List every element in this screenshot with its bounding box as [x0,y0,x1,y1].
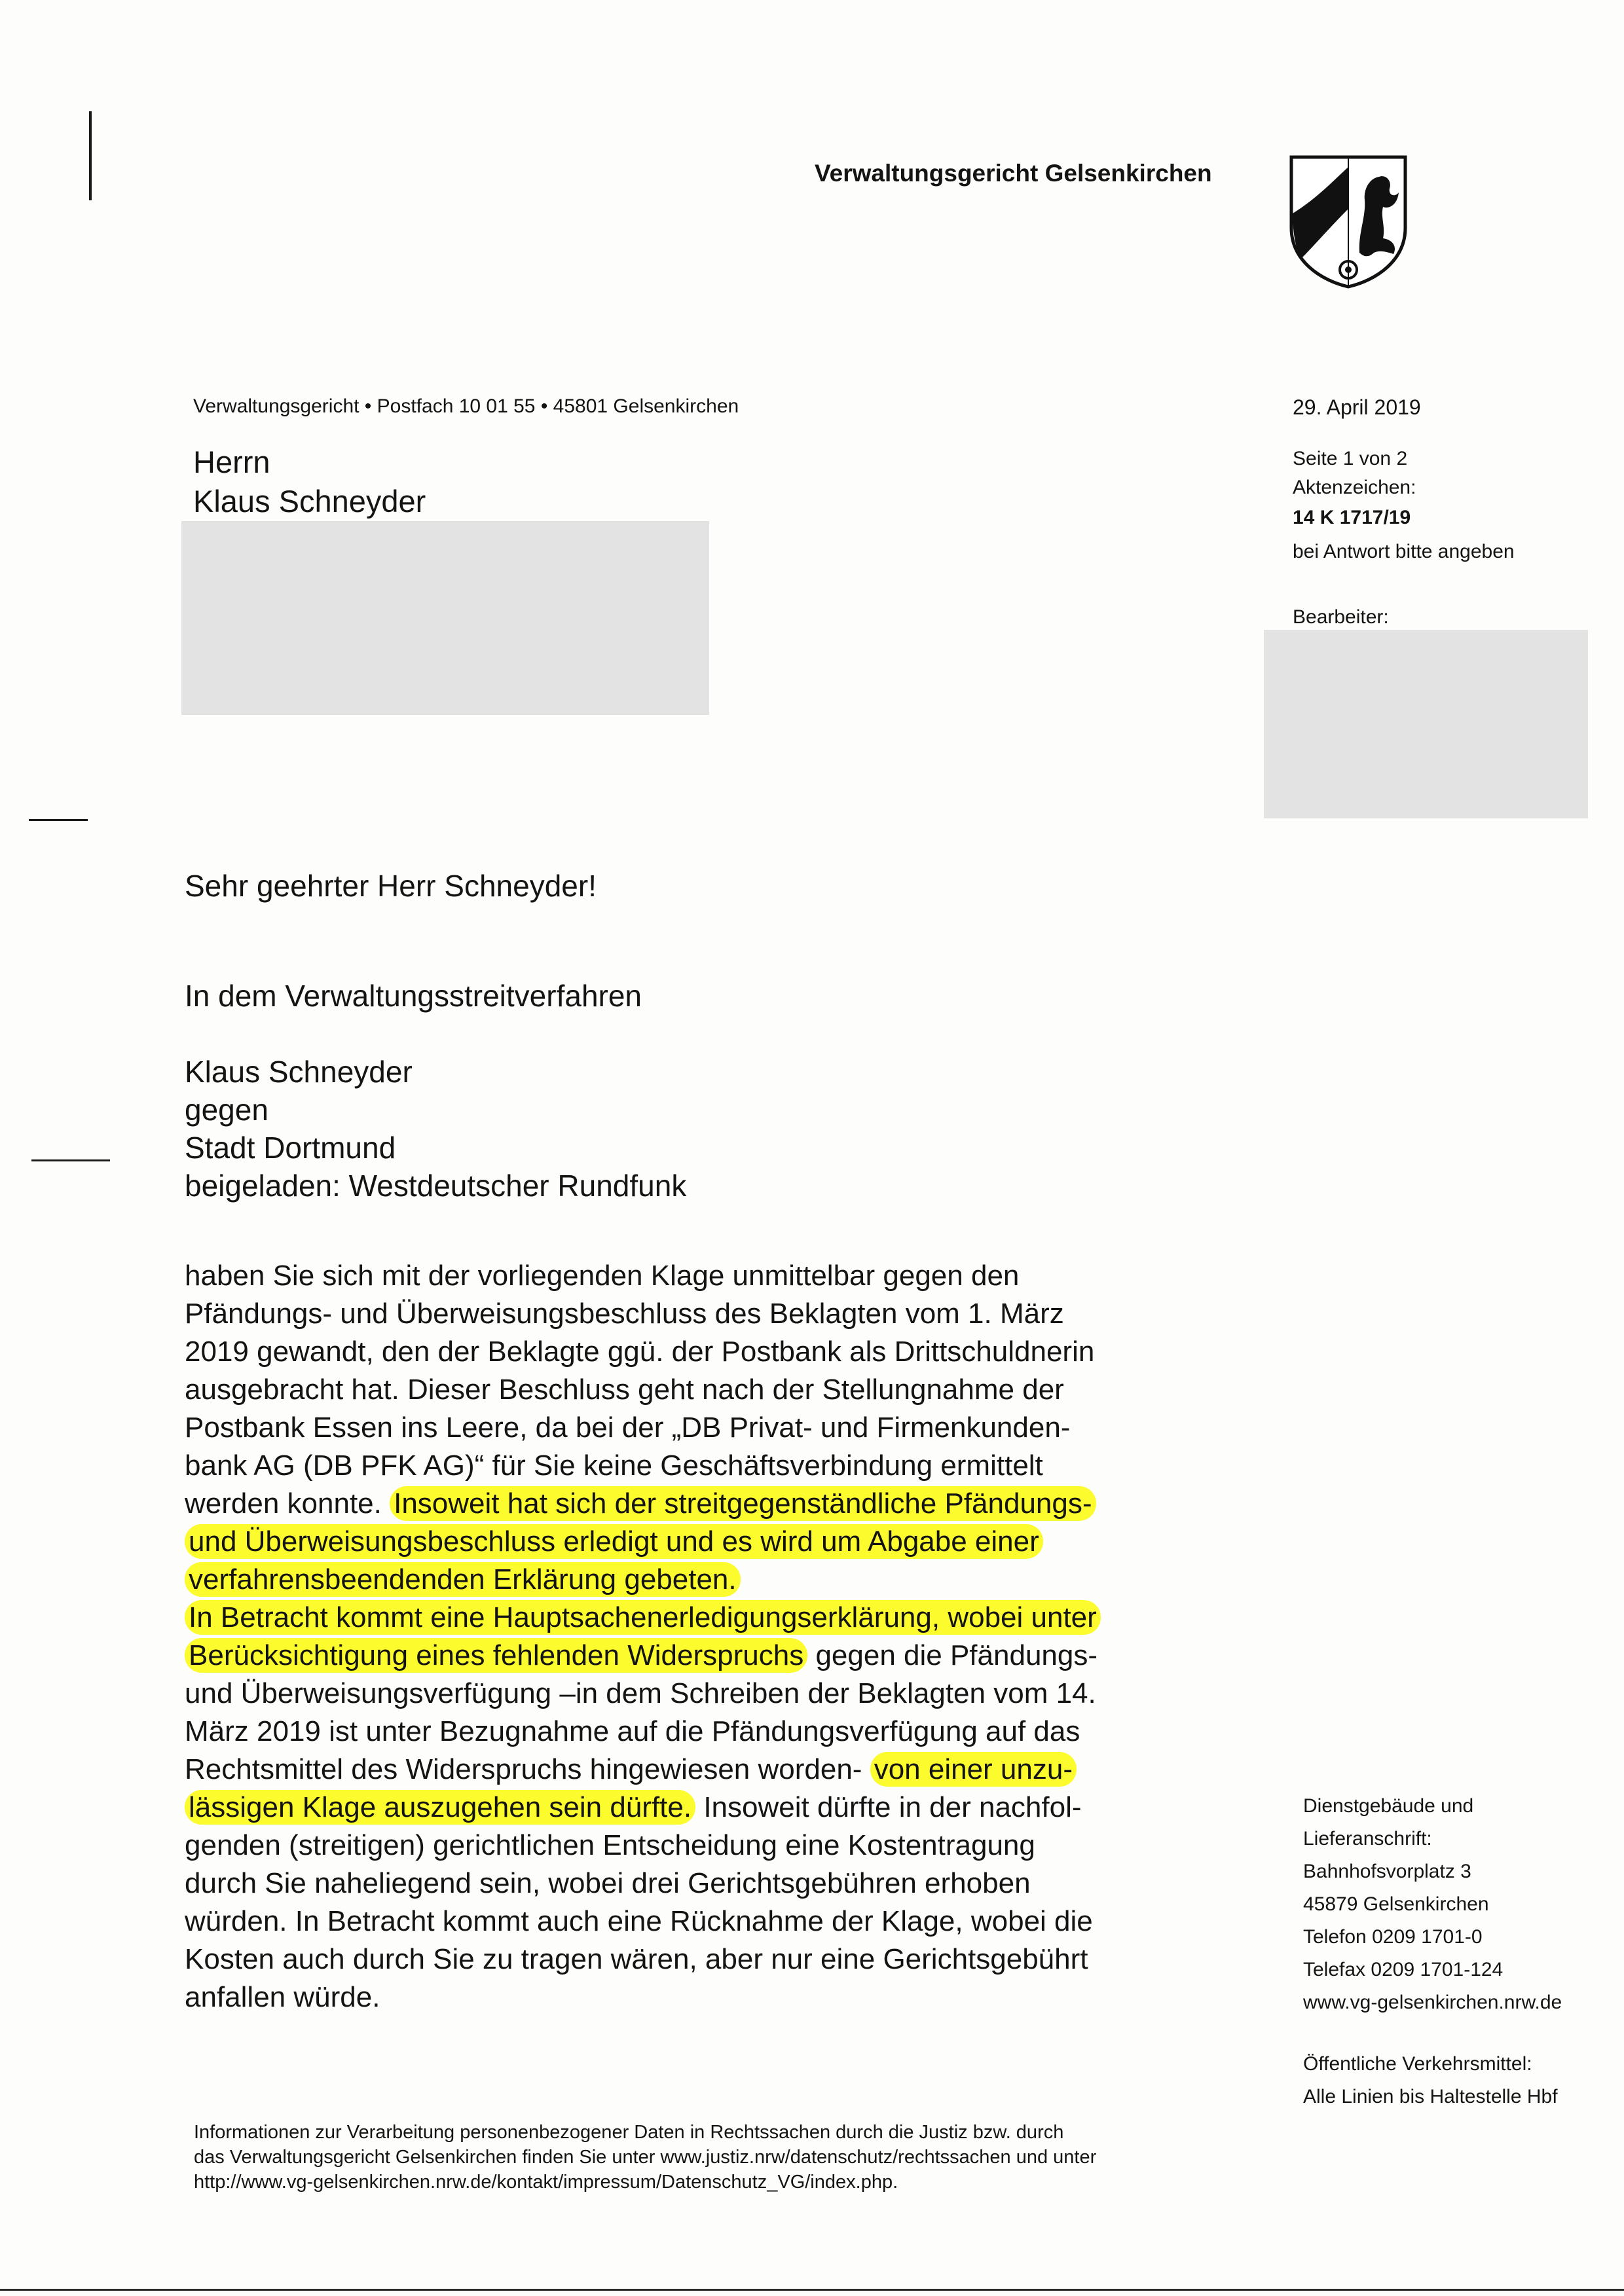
fold-mark-bottom [31,1159,110,1161]
body-line: Postbank Essen ins Leere, da bei der „DB Privat- und Firmenkunden- [185,1412,1071,1444]
footer-line: http://www.vg-gelsenkirchen.nrw.de/kontakt/impressum/Datenschutz_VG/index.php. [194,2172,898,2193]
office-line: 45879 Gelsenkirchen [1303,1893,1489,1915]
nrw-coat-of-arms-icon [1287,155,1409,289]
body-line [185,1789,1246,1827]
highlighted-text: von einer unzu- [870,1752,1077,1787]
body-line: haben Sie sich mit der vorliegenden Klage unmittelbar gegen den [185,1260,1020,1292]
body-line: würden. In Betracht kommt auch eine Rücknahme der Klage, wobei die [185,1905,1093,1937]
office-fax: Telefax 0209 1701-124 [1303,1959,1504,1980]
letter-body [185,1257,1246,2016]
body-line [185,1637,1246,1675]
body-line [185,1561,1246,1599]
body-text-segment: gegen die Pfändungs- [815,1639,1098,1671]
body-text-segment: werden konnte. [185,1487,382,1520]
transit-info [1303,2048,1558,2113]
body-line [185,1523,1246,1561]
recipient-address [193,443,426,521]
highlighted-text: lässigen Klage auszugehen sein dürfte. [185,1790,695,1825]
party-defendant: Stadt Dortmund [185,1131,396,1165]
court-name: Verwaltungsgericht Gelsenkirchen [815,160,1212,187]
file-reference: 14 K 1717/19 [1293,507,1411,528]
body-line: Kosten auch durch Sie zu tragen wären, aber nur eine Gerichtsgebührt [185,1943,1088,1975]
highlighted-text: Insoweit hat sich der streitgegenständliche Pfändungs- [390,1486,1096,1521]
party-plaintiff: Klaus Schneyder [185,1055,413,1089]
highlighted-text: verfahrensbeendenden Erklärung gebeten. [185,1562,741,1597]
footer-line: Informationen zur Verarbeitung personenbezogener Daten in Rechtssachen durch die Justiz bzw. durch [194,2122,1064,2143]
clerk-label: Bearbeiter: [1293,606,1389,628]
body-line [185,1751,1246,1789]
body-line: durch Sie naheliegend sein, wobei drei Gerichtsgebühren erhoben [185,1867,1031,1899]
letter-date: 29. April 2019 [1293,395,1421,419]
recipient-salutation: Herrn [193,445,270,479]
return-address: Verwaltungsgericht • Postfach 10 01 55 • 45801 Gelsenkirchen [193,395,739,417]
body-line: ausgebracht hat. Dieser Beschluss geht nach der Stellungnahme der [185,1374,1064,1406]
footer-line: das Verwaltungsgericht Gelsenkirchen finden Sie unter www.justiz.nrw/datenschutz/rechtssachen und unter [194,2147,1097,2168]
highlighted-text: und Überweisungsbeschluss erledigt und es wird um Abgabe einer [185,1524,1043,1559]
office-address [1303,1790,1562,2019]
redacted-clerk-block [1264,630,1588,818]
office-line: Bahnhofsvorplatz 3 [1303,1861,1471,1882]
letter-salutation: Sehr geehrter Herr Schneyder! [185,869,597,903]
fold-mark-top [29,819,88,821]
office-line: Lieferanschrift: [1303,1828,1432,1850]
transit-label: Öffentliche Verkehrsmittel: [1303,2053,1532,2075]
body-line: genden (streitigen) gerichtlichen Entscheidung eine Kostentragung [185,1829,1035,1861]
office-website: www.vg-gelsenkirchen.nrw.de [1303,1992,1562,2013]
recipient-name: Klaus Schneyder [193,484,426,519]
body-line: bank AG (DB PFK AG)“ für Sie keine Geschäftsverbindung ermittelt [185,1449,1043,1482]
body-line: Pfändungs- und Überweisungsbeschluss des Beklagten vom 1. März [185,1298,1064,1330]
body-line: März 2019 ist unter Bezugnahme auf die Pfändungsverfügung auf das [185,1715,1080,1747]
highlighted-text: Berücksichtigung eines fehlenden Widerspruchs [185,1638,807,1673]
body-text-segment: Insoweit dürfte in der nachfol- [703,1791,1082,1823]
letter-intro: In dem Verwaltungsstreitverfahren [185,979,642,1013]
transit-detail: Alle Linien bis Haltestelle Hbf [1303,2086,1558,2107]
page-bottom-edge [0,2289,1624,2291]
highlighted-text: In Betracht kommt eine Hauptsachenerledigungserklärung, wobei unter [185,1600,1101,1635]
redacted-address-block [181,521,709,715]
case-parties [185,1053,686,1205]
privacy-footer [194,2120,1096,2195]
file-reference-hint: bei Antwort bitte angeben [1293,541,1515,562]
margin-mark-vertical [89,111,92,200]
body-line: 2019 gewandt, den der Beklagte ggü. der Postbank als Drittschuldnerin [185,1336,1095,1368]
party-versus: gegen [185,1093,268,1127]
body-line: anfallen würde. [185,1981,380,2013]
party-summoned: beigeladen: Westdeutscher Rundfunk [185,1169,687,1203]
body-line: und Überweisungsverfügung –in dem Schreiben der Beklagten vom 14. [185,1677,1096,1709]
office-line: Dienstgebäude und [1303,1795,1474,1817]
body-text-segment: Rechtsmittel des Widerspruchs hingewiesen worden- [185,1753,862,1785]
body-line [185,1599,1246,1637]
office-phone: Telefon 0209 1701-0 [1303,1926,1483,1948]
body-line [185,1485,1246,1523]
page-indicator: Seite 1 von 2 [1293,448,1408,469]
file-reference-label: Aktenzeichen: [1293,477,1416,498]
